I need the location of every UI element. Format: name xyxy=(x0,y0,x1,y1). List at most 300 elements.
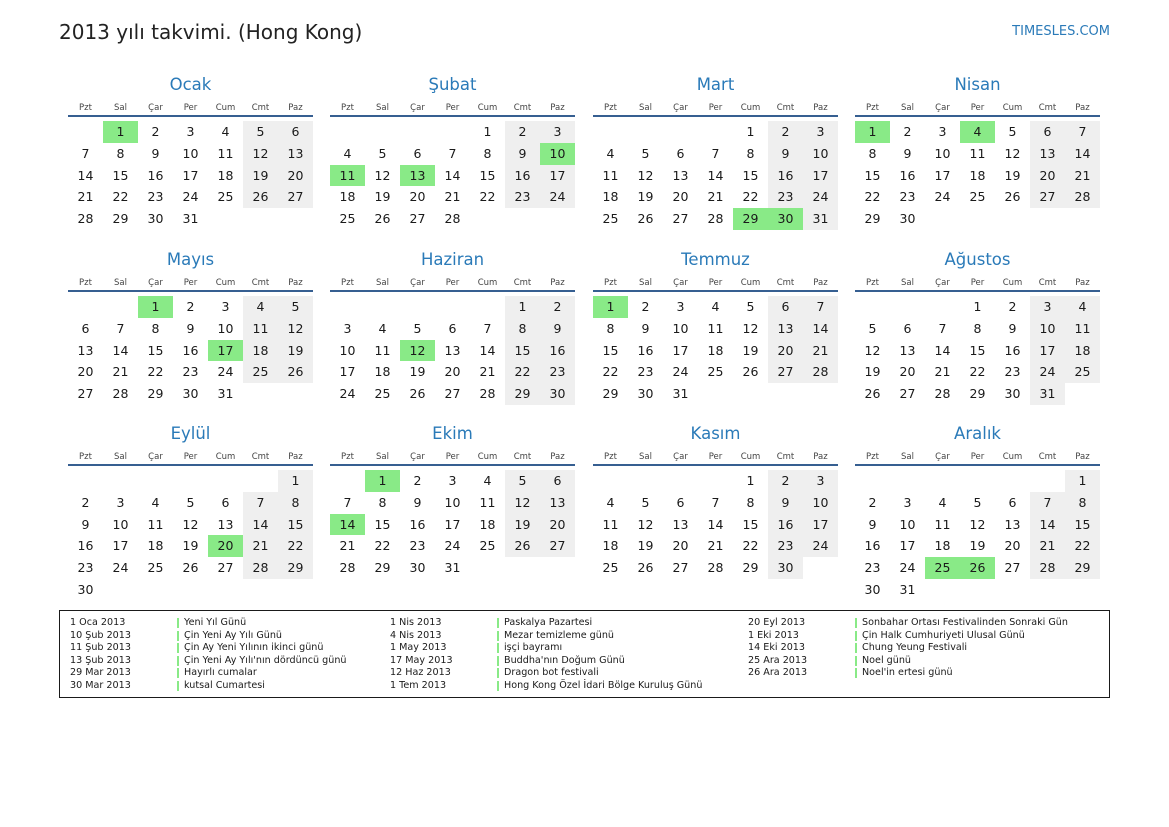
day-cell: 10 xyxy=(672,320,689,336)
day-cell: 10 xyxy=(444,494,461,510)
holiday-date: 30 Mar 2013 xyxy=(70,679,131,691)
holiday-name: Hayırlı cumalar xyxy=(184,667,257,679)
day-cell: 3 xyxy=(803,121,838,143)
day-cell: 22 xyxy=(602,364,619,380)
day-cell: 2 xyxy=(868,494,877,510)
day-cell: 23 xyxy=(540,361,575,383)
day-cell: 24 xyxy=(217,364,234,380)
month-calendar xyxy=(593,249,838,405)
day-cell: 17 xyxy=(182,167,199,183)
day-cell: 22 xyxy=(374,538,391,554)
day-cell: 15 xyxy=(278,514,313,536)
weekday-header xyxy=(855,450,1100,466)
day-cell: 9 xyxy=(768,492,803,514)
empty-cell xyxy=(628,121,663,143)
day-cell: 1 xyxy=(746,473,755,488)
day-cell: 15 xyxy=(602,342,619,358)
day-cell: 2 xyxy=(151,124,160,139)
day-cell: 8 xyxy=(278,492,313,514)
day-cell: 3 xyxy=(186,124,195,139)
day-cell: 3 xyxy=(448,473,457,488)
day-cell: 26 xyxy=(243,186,278,208)
day-cell: 12 xyxy=(637,167,654,183)
day-cell: 17 xyxy=(803,514,838,536)
weekday-label: Pzt xyxy=(79,452,92,462)
day-cell: 29 xyxy=(1065,557,1100,579)
day-cell: 27 xyxy=(1004,560,1021,576)
day-cell: 14 xyxy=(444,167,461,183)
day-cell: 23 xyxy=(182,364,199,380)
weekday-label: Per xyxy=(445,103,460,113)
weekday-label: Pzt xyxy=(604,278,617,288)
day-cell: 30 xyxy=(77,581,94,597)
holiday-row xyxy=(70,630,347,643)
day-cell: 18 xyxy=(217,167,234,183)
day-cell: 13 xyxy=(77,342,94,358)
weekday-label: Paz xyxy=(550,278,565,288)
holiday-day-cell: 1 xyxy=(103,121,138,143)
day-cell: 30 xyxy=(147,211,164,227)
day-cell: 19 xyxy=(182,538,199,554)
day-cell: 24 xyxy=(899,560,916,576)
day-grid xyxy=(593,296,838,405)
weekday-label: Pzt xyxy=(341,278,354,288)
day-cell: 28 xyxy=(339,560,356,576)
day-cell: 4 xyxy=(483,473,492,488)
day-cell: 27 xyxy=(1030,186,1065,208)
day-cell: 19 xyxy=(243,165,278,187)
day-cell: 11 xyxy=(479,494,496,510)
weekday-header xyxy=(68,101,313,117)
weekday-label: Pzt xyxy=(79,103,92,113)
day-cell: 13 xyxy=(768,318,803,340)
day-cell: 29 xyxy=(505,383,540,405)
holiday-day-cell: 1 xyxy=(593,296,628,318)
weekday-label: Cum xyxy=(1002,278,1023,288)
day-cell: 22 xyxy=(479,189,496,205)
empty-cell xyxy=(435,121,470,143)
day-cell: 26 xyxy=(505,535,540,557)
day-grid xyxy=(330,121,575,230)
day-cell: 29 xyxy=(969,386,986,402)
weekday-header xyxy=(593,450,838,466)
holiday-name: işçi bayramı xyxy=(504,642,563,654)
day-cell: 29 xyxy=(742,560,759,576)
day-cell: 18 xyxy=(934,538,951,554)
weekday-label: Sal xyxy=(376,452,389,462)
day-cell: 6 xyxy=(1008,494,1017,510)
day-cell: 3 xyxy=(938,124,947,139)
day-cell: 16 xyxy=(637,342,654,358)
day-cell: 17 xyxy=(934,167,951,183)
weekday-label: Sal xyxy=(901,103,914,113)
holiday-date: 17 May 2013 xyxy=(390,654,453,666)
day-cell: 8 xyxy=(116,145,125,161)
day-cell: 7 xyxy=(803,296,838,318)
day-cell: 26 xyxy=(182,560,199,576)
day-cell: 4 xyxy=(343,145,352,161)
day-cell: 20 xyxy=(540,514,575,536)
holiday-marker xyxy=(177,631,179,641)
day-cell: 25 xyxy=(339,211,356,227)
day-cell: 9 xyxy=(868,516,877,532)
weekday-label: Per xyxy=(970,278,985,288)
empty-cell xyxy=(663,470,698,492)
day-cell: 19 xyxy=(409,364,426,380)
day-cell: 17 xyxy=(672,342,689,358)
day-cell: 25 xyxy=(147,560,164,576)
day-cell: 30 xyxy=(540,383,575,405)
weekday-label: Sal xyxy=(114,452,127,462)
day-cell: 4 xyxy=(221,124,230,139)
day-cell: 30 xyxy=(768,557,803,579)
day-cell: 5 xyxy=(243,121,278,143)
day-cell: 11 xyxy=(707,320,724,336)
month-name: Mayıs xyxy=(166,250,215,269)
day-cell: 12 xyxy=(243,143,278,165)
day-cell: 24 xyxy=(444,538,461,554)
holiday-day-cell: 11 xyxy=(330,165,365,187)
day-cell: 9 xyxy=(505,143,540,165)
month-calendar xyxy=(68,74,313,230)
weekday-label: Çar xyxy=(410,452,425,462)
weekday-label: Paz xyxy=(1075,452,1090,462)
weekday-label: Cum xyxy=(215,103,236,113)
holiday-name: Buddha'nın Doğum Günü xyxy=(504,654,625,666)
empty-cell xyxy=(365,121,400,143)
holiday-day-cell: 12 xyxy=(400,340,435,362)
day-cell: 16 xyxy=(864,538,881,554)
day-cell: 6 xyxy=(448,320,457,336)
weekday-label: Çar xyxy=(673,103,688,113)
day-cell: 16 xyxy=(899,167,916,183)
day-cell: 4 xyxy=(151,494,160,510)
holiday-name: Mezar temizleme günü xyxy=(504,629,614,641)
day-cell: 10 xyxy=(1030,318,1065,340)
day-cell: 12 xyxy=(182,516,199,532)
month-name: Şubat xyxy=(428,75,477,94)
month-calendar xyxy=(855,423,1100,601)
day-cell: 24 xyxy=(540,186,575,208)
holiday-name: Sonbahar Ortası Festivalinden Sonraki Gün xyxy=(862,617,1068,628)
month-name: Kasım xyxy=(690,424,741,443)
day-cell: 16 xyxy=(1004,342,1021,358)
day-cell: 15 xyxy=(147,342,164,358)
day-cell: 25 xyxy=(602,211,619,227)
day-cell: 28 xyxy=(243,557,278,579)
weekday-label: Cmt xyxy=(776,103,795,113)
day-cell: 6 xyxy=(81,320,90,336)
month-calendar xyxy=(330,74,575,230)
weekday-label: Çar xyxy=(410,103,425,113)
day-cell: 31 xyxy=(672,386,689,402)
holiday-marker xyxy=(177,681,179,691)
day-cell: 13 xyxy=(1004,516,1021,532)
day-cell: 20 xyxy=(278,165,313,187)
weekday-label: Cmt xyxy=(251,278,270,288)
empty-cell xyxy=(400,296,435,318)
empty-cell xyxy=(365,296,400,318)
holiday-name: Dragon bot festivali xyxy=(504,667,599,679)
day-cell: 1 xyxy=(483,124,492,139)
empty-cell xyxy=(960,470,995,492)
day-cell: 19 xyxy=(742,342,759,358)
day-cell: 23 xyxy=(864,560,881,576)
day-cell: 11 xyxy=(1065,318,1100,340)
holiday-marker xyxy=(855,656,857,666)
weekday-label: Cum xyxy=(1002,452,1023,462)
site-link[interactable]: TIMESLES.COM xyxy=(1012,24,1110,39)
empty-cell xyxy=(890,296,925,318)
day-cell: 16 xyxy=(768,514,803,536)
day-cell: 2 xyxy=(413,473,422,488)
weekday-label: Sal xyxy=(901,278,914,288)
day-cell: 12 xyxy=(969,516,986,532)
day-cell: 17 xyxy=(803,165,838,187)
weekday-label: Per xyxy=(708,278,723,288)
day-cell: 3 xyxy=(803,470,838,492)
holiday-date: 1 Oca 2013 xyxy=(70,617,126,628)
holiday-name: Çin Yeni Ay Yılı'nın dördüncü günü xyxy=(184,654,347,666)
day-cell: 21 xyxy=(707,538,724,554)
day-cell: 30 xyxy=(1004,386,1021,402)
weekday-header xyxy=(330,450,575,466)
day-cell: 2 xyxy=(1008,299,1017,314)
day-cell: 23 xyxy=(505,186,540,208)
holiday-column xyxy=(748,617,1068,680)
day-cell: 9 xyxy=(903,145,912,161)
weekday-label: Per xyxy=(183,278,198,288)
empty-cell xyxy=(995,470,1030,492)
day-cell: 25 xyxy=(374,386,391,402)
day-cell: 13 xyxy=(540,492,575,514)
day-cell: 23 xyxy=(1004,364,1021,380)
holiday-date: 12 Haz 2013 xyxy=(390,667,451,679)
day-cell: 7 xyxy=(243,492,278,514)
day-cell: 1 xyxy=(278,470,313,492)
weekday-label: Sal xyxy=(639,278,652,288)
day-cell: 26 xyxy=(1004,189,1021,205)
day-cell: 2 xyxy=(505,121,540,143)
day-cell: 8 xyxy=(483,145,492,161)
day-cell: 15 xyxy=(374,516,391,532)
holiday-marker xyxy=(177,618,179,628)
day-cell: 21 xyxy=(339,538,356,554)
day-cell: 24 xyxy=(803,535,838,557)
day-cell: 13 xyxy=(444,342,461,358)
month-name: Temmuz xyxy=(681,250,750,269)
day-cell: 19 xyxy=(864,364,881,380)
day-cell: 30 xyxy=(409,560,426,576)
day-cell: 8 xyxy=(868,145,877,161)
day-cell: 8 xyxy=(606,320,615,336)
weekday-label: Cmt xyxy=(776,452,795,462)
day-cell: 10 xyxy=(934,145,951,161)
weekday-label: Cmt xyxy=(251,103,270,113)
empty-cell xyxy=(68,470,103,492)
day-cell: 25 xyxy=(969,189,986,205)
day-cell: 10 xyxy=(182,145,199,161)
weekday-label: Çar xyxy=(673,452,688,462)
day-cell: 18 xyxy=(602,189,619,205)
day-cell: 22 xyxy=(969,364,986,380)
day-cell: 14 xyxy=(707,167,724,183)
holiday-name: Yeni Yıl Günü xyxy=(184,617,247,628)
empty-cell xyxy=(1030,470,1065,492)
holiday-name: Çin Halk Cumhuriyeti Ulusal Günü xyxy=(862,629,1025,641)
day-cell: 30 xyxy=(637,386,654,402)
day-cell: 24 xyxy=(182,189,199,205)
day-cell: 13 xyxy=(278,143,313,165)
day-cell: 3 xyxy=(676,299,685,314)
day-cell: 14 xyxy=(1065,143,1100,165)
day-cell: 5 xyxy=(1008,124,1017,139)
day-cell: 7 xyxy=(116,320,125,336)
weekday-label: Çar xyxy=(148,103,163,113)
weekday-header xyxy=(68,450,313,466)
day-cell: 1 xyxy=(1065,470,1100,492)
day-cell: 16 xyxy=(182,342,199,358)
day-grid xyxy=(855,470,1100,601)
holiday-row xyxy=(70,642,347,655)
day-cell: 12 xyxy=(1004,145,1021,161)
holiday-row xyxy=(390,667,702,680)
day-cell: 4 xyxy=(711,299,720,314)
weekday-label: Cmt xyxy=(1038,278,1057,288)
day-cell: 25 xyxy=(217,189,234,205)
day-cell: 4 xyxy=(606,494,615,510)
day-cell: 22 xyxy=(505,361,540,383)
empty-cell xyxy=(208,470,243,492)
day-cell: 13 xyxy=(672,167,689,183)
day-cell: 30 xyxy=(899,211,916,227)
day-cell: 27 xyxy=(77,386,94,402)
day-cell: 2 xyxy=(768,470,803,492)
holiday-date: 1 Eki 2013 xyxy=(748,629,799,641)
day-cell: 15 xyxy=(969,342,986,358)
day-cell: 15 xyxy=(112,167,129,183)
holiday-marker xyxy=(497,656,499,666)
day-cell: 21 xyxy=(803,340,838,362)
holiday-date: 1 Nis 2013 xyxy=(390,617,442,628)
weekday-label: Çar xyxy=(148,452,163,462)
day-cell: 9 xyxy=(641,320,650,336)
day-cell: 25 xyxy=(243,361,278,383)
weekday-label: Cum xyxy=(740,452,761,462)
month-name: Ağustos xyxy=(944,250,1011,269)
day-cell: 17 xyxy=(444,516,461,532)
weekday-label: Per xyxy=(970,103,985,113)
day-cell: 31 xyxy=(803,208,838,230)
day-cell: 12 xyxy=(864,342,881,358)
day-cell: 22 xyxy=(147,364,164,380)
empty-cell xyxy=(855,470,890,492)
day-cell: 28 xyxy=(803,361,838,383)
day-cell: 16 xyxy=(505,165,540,187)
holiday-marker xyxy=(177,643,179,653)
day-cell: 19 xyxy=(637,189,654,205)
holiday-day-cell: 17 xyxy=(208,340,243,362)
day-cell: 25 xyxy=(707,364,724,380)
empty-cell xyxy=(925,470,960,492)
holiday-row xyxy=(748,630,1068,643)
weekday-label: Pzt xyxy=(866,103,879,113)
weekday-label: Per xyxy=(183,103,198,113)
month-calendar xyxy=(855,74,1100,230)
day-cell: 9 xyxy=(1008,320,1017,336)
day-cell: 15 xyxy=(742,167,759,183)
day-cell: 15 xyxy=(1065,514,1100,536)
holiday-day-cell: 26 xyxy=(960,557,995,579)
day-cell: 18 xyxy=(602,538,619,554)
day-cell: 24 xyxy=(803,186,838,208)
day-cell: 12 xyxy=(637,516,654,532)
day-cell: 23 xyxy=(637,364,654,380)
day-cell: 11 xyxy=(147,516,164,532)
day-cell: 11 xyxy=(374,342,391,358)
month-name: Aralık xyxy=(954,424,1001,443)
day-cell: 26 xyxy=(637,211,654,227)
day-cell: 3 xyxy=(1030,296,1065,318)
day-cell: 6 xyxy=(1030,121,1065,143)
day-cell: 29 xyxy=(278,557,313,579)
day-cell: 4 xyxy=(378,320,387,336)
holiday-row xyxy=(390,680,702,693)
day-cell: 28 xyxy=(707,560,724,576)
day-cell: 6 xyxy=(903,320,912,336)
holiday-day-cell: 13 xyxy=(400,165,435,187)
day-cell: 28 xyxy=(934,386,951,402)
holiday-day-cell: 10 xyxy=(540,143,575,165)
day-cell: 21 xyxy=(934,364,951,380)
month-calendar xyxy=(330,249,575,405)
day-cell: 15 xyxy=(505,340,540,362)
empty-cell xyxy=(400,121,435,143)
weekday-label: Cum xyxy=(477,278,498,288)
empty-cell xyxy=(330,121,365,143)
day-cell: 2 xyxy=(641,299,650,314)
weekday-header xyxy=(330,101,575,117)
empty-cell xyxy=(103,470,138,492)
day-cell: 18 xyxy=(479,516,496,532)
month-name: Ocak xyxy=(169,75,212,94)
day-cell: 22 xyxy=(864,189,881,205)
month-name: Mart xyxy=(696,75,735,94)
holiday-date: 14 Eki 2013 xyxy=(748,642,806,654)
day-cell: 28 xyxy=(444,211,461,227)
holiday-row xyxy=(748,642,1068,655)
holiday-row xyxy=(70,680,347,693)
weekday-label: Paz xyxy=(288,103,303,113)
day-cell: 22 xyxy=(742,538,759,554)
empty-cell xyxy=(103,296,138,318)
weekday-label: Cmt xyxy=(513,278,532,288)
day-cell: 5 xyxy=(413,320,422,336)
day-cell: 6 xyxy=(278,121,313,143)
day-cell: 19 xyxy=(505,514,540,536)
empty-cell xyxy=(698,121,733,143)
empty-cell xyxy=(925,296,960,318)
day-cell: 14 xyxy=(479,342,496,358)
day-cell: 26 xyxy=(864,386,881,402)
day-cell: 18 xyxy=(969,167,986,183)
weekday-label: Paz xyxy=(813,452,828,462)
day-cell: 10 xyxy=(217,320,234,336)
day-cell: 29 xyxy=(602,386,619,402)
day-cell: 19 xyxy=(374,189,391,205)
day-cell: 16 xyxy=(768,165,803,187)
holiday-name: Noel günü xyxy=(862,654,911,666)
